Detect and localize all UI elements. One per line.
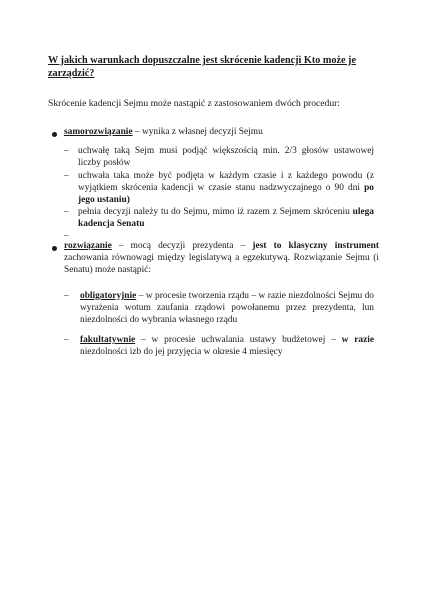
procedure-1-desc: – wynika z własnej decyzji Sejmu <box>132 127 263 137</box>
dash-marker: – <box>64 171 69 181</box>
procedure-1-term: samorozwiązanie <box>64 127 133 137</box>
bullet-1-marker <box>52 132 57 137</box>
variant-optional: fakultatywnie – w procesie uchwalania ustawy budżetowej – w razie niezdolności izb do jej przyjęcia w okresie 4 miesięcy <box>80 335 375 358</box>
procedure-1 <box>64 126 379 138</box>
procedure-1-point-2: uchwała taka może być podjęta w każdym czasie i z każdego powodu (z wyjątkiem skrócenia kadencji w czasie stanu nadzwyczajnego o 90 dni po jego ustaniu) <box>78 171 374 206</box>
dash-marker: – <box>64 207 69 217</box>
intro-paragraph: Skrócenie kadencji Sejmu może nastąpić z zastosowaniem dwóch procedur: <box>48 98 340 109</box>
procedure-2-term: rozwiązanie <box>64 241 112 251</box>
variant-obligatory: obligatoryjnie – w procesie tworzenia rządu – w razie niezdolności Sejmu do wyrażenia wotum zaufania rządowi powołanemu przez prezydenta, lun niezdolności do wybrania własnego rządu <box>80 291 374 326</box>
procedure-1-point-3: pełnia decyzji należy tu do Sejmu, mimo iż razem z Sejmem skróceniu ulega kadencja Senatu <box>78 207 374 230</box>
dash-marker: – <box>64 146 69 156</box>
bullet-2-marker <box>52 246 57 251</box>
dash-marker: – <box>64 335 69 345</box>
variant-optional-term: fakultatywnie <box>80 335 136 345</box>
page-title: W jakich warunkach dopuszczalne jest skrócenie kadencji Kto może je zarządzić? <box>48 55 356 79</box>
procedure-2: rozwiązanie – mocą decyzji prezydenta – jest to klasyczny instrument zachowania równowagi między legislatywą a egzekutywą. Rozwiązanie Sejmu (i Senatu) może nastąpić: <box>64 241 380 276</box>
variant-obligatory-term: obligatoryjnie <box>80 291 137 301</box>
dash-marker-empty: – <box>64 231 69 241</box>
dash-marker: – <box>64 291 69 301</box>
procedure-1-point-1: uchwałę taką Sejm musi podjąć większością min. 2/3 głosów ustawowej liczby posłów <box>78 146 374 169</box>
